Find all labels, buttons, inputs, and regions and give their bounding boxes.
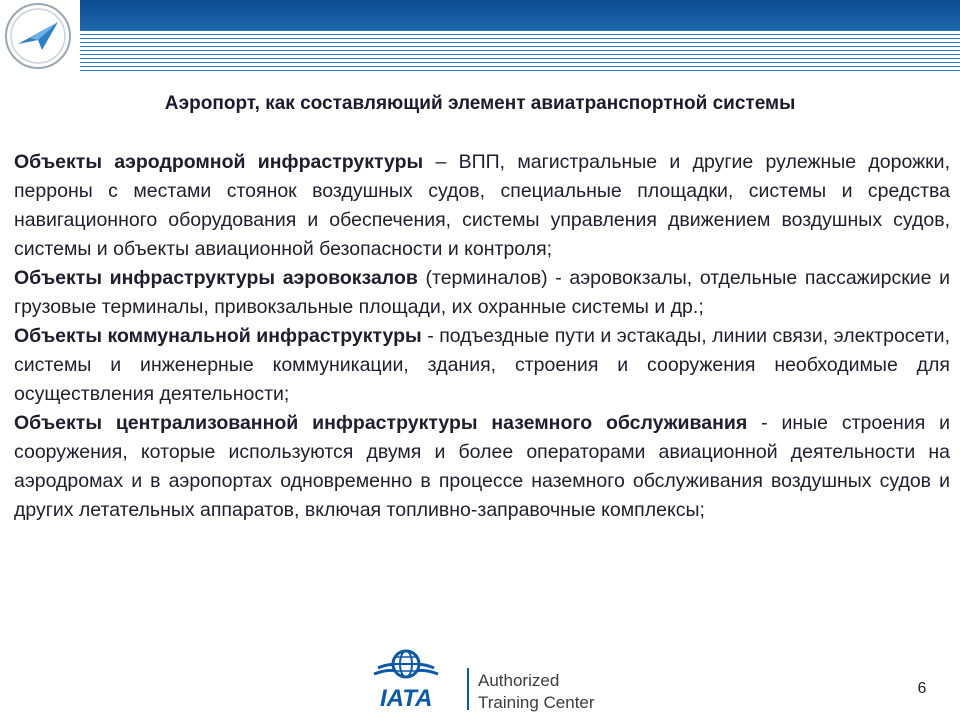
paragraph-aerodrome: [14, 148, 950, 264]
header-banner: [0, 0, 960, 72]
text-terminals: (терминалов) - аэровокзалы, отдельные пассажирские и грузовые терминалы, привокзальные площади, их охранные системы и др.;: [14, 267, 950, 318]
header-bar: [80, 0, 960, 30]
slide-title: Аэропорт, как составляющий элемент авиатранспортной системы: [164, 93, 796, 114]
paragraph-terminals: [14, 264, 950, 322]
text-aerodrome: – ВПП, магистральные и другие рулежные дорожки, перроны с местами стоянок воздушных судов, специальные площадки, системы и средства навигационного оборудования и обеспечения, системы управления движением воздушных судов, системы и объекты авиационной безопасности и контроля;: [14, 151, 950, 260]
iata-caption-line1: Authorized: [478, 671, 560, 690]
iata-globe-icon: [374, 651, 438, 677]
iata-logo-text: IATA: [380, 685, 433, 712]
term-terminals: Объекты инфраструктуры аэровокзалов: [14, 267, 418, 289]
content-body: [14, 148, 950, 525]
header-stripes: [80, 30, 960, 72]
term-aerodrome: Объекты аэродромной инфраструктуры: [14, 151, 424, 173]
text-ground-service: - иные строения и сооружения, которые используются двумя и более операторами авиационной деятельности на аэродромах и в аэропортах одновременно в процессе наземного обслуживания воздушных судов и других летательных аппаратов, включая топливно-заправочные комплексы;: [14, 412, 950, 521]
iata-caption-line2: Training Center: [478, 693, 595, 712]
term-communal: Объекты коммунальной инфраструктуры: [14, 325, 422, 347]
iata-logo: [372, 646, 595, 716]
page-number: 6: [917, 680, 927, 697]
text-communal: - подъездные пути и эстакады, линии связи, электросети, системы и инженерные коммуникации, здания, строения и сооружения необходимые для осуществления деятельности;: [14, 325, 950, 405]
paragraph-ground-service: [14, 409, 950, 525]
aircraft-emblem-icon: [0, 0, 76, 72]
term-ground-service: Объекты централизованной инфраструктуры наземного обслуживания: [14, 412, 748, 434]
paragraph-communal: [14, 322, 950, 409]
